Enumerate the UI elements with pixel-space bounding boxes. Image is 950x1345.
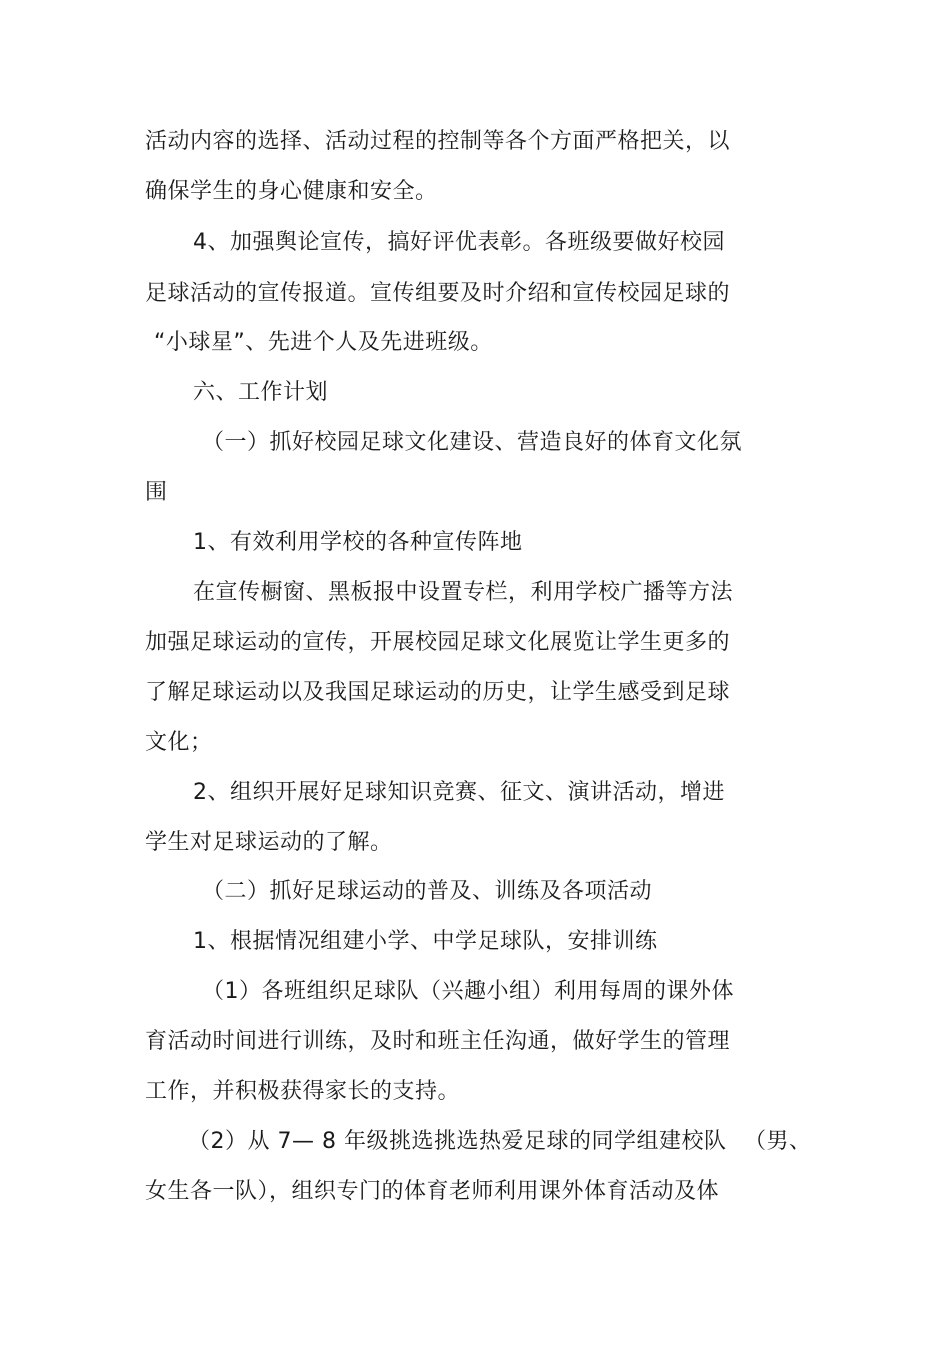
text-line: 围 xyxy=(145,480,168,505)
text-line: 学生对足球运动的了解。 xyxy=(145,830,393,855)
text-line: 文化； xyxy=(145,730,213,755)
text-line: 1、有效利用学校的各种宣传阵地 xyxy=(193,530,523,555)
text-line: 足球活动的宣传报道。宣传组要及时介绍和宣传校园足球的 xyxy=(145,281,731,306)
section-heading: 六、工作计划 xyxy=(193,380,329,405)
text-line: 确保学生的身心健康和安全。 xyxy=(145,179,438,204)
text-line: 工作，并积极获得家长的支持。 xyxy=(145,1079,461,1104)
subsection-heading: （二）抓好足球运动的普及、训练及各项活动 xyxy=(202,879,653,904)
text-line: （2）从 7— 8 年级挑选挑选热爱足球的同学组建校队 xyxy=(188,1129,727,1154)
text-line: 1、根据情况组建小学、中学足球队，安排训练 xyxy=(193,929,658,954)
text-line: 活动内容的选择、活动过程的控制等各个方面严格把关，以 xyxy=(145,129,731,154)
text-line: （男、 xyxy=(744,1129,812,1154)
text-line: 育活动时间进行训练，及时和班主任沟通，做好学生的管理 xyxy=(145,1029,731,1054)
text-line: 了解足球运动以及我国足球运动的历史，让学生感受到足球 xyxy=(145,680,731,705)
text-line: 在宣传橱窗、黑板报中设置专栏，利用学校广播等方法 xyxy=(193,580,734,605)
text-line: （1）各班组织足球队（兴趣小组）利用每周的课外体 xyxy=(202,979,734,1004)
text-line: 2、组织开展好足球知识竞赛、征文、演讲活动，增进 xyxy=(193,780,725,805)
subsection-heading: （一）抓好校园足球文化建设、营造良好的体育文化氛 xyxy=(202,430,743,455)
text-line: 女生各一队），组织专门的体育老师利用课外体育活动及体 xyxy=(145,1179,720,1204)
text-line: 加强足球运动的宣传，开展校园足球文化展览让学生更多的 xyxy=(145,630,731,655)
text-line: 4、加强舆论宣传，搞好评优表彰。各班级要做好校园 xyxy=(193,230,725,255)
text-line: “小球星”、先进个人及先进班级。 xyxy=(154,330,493,355)
